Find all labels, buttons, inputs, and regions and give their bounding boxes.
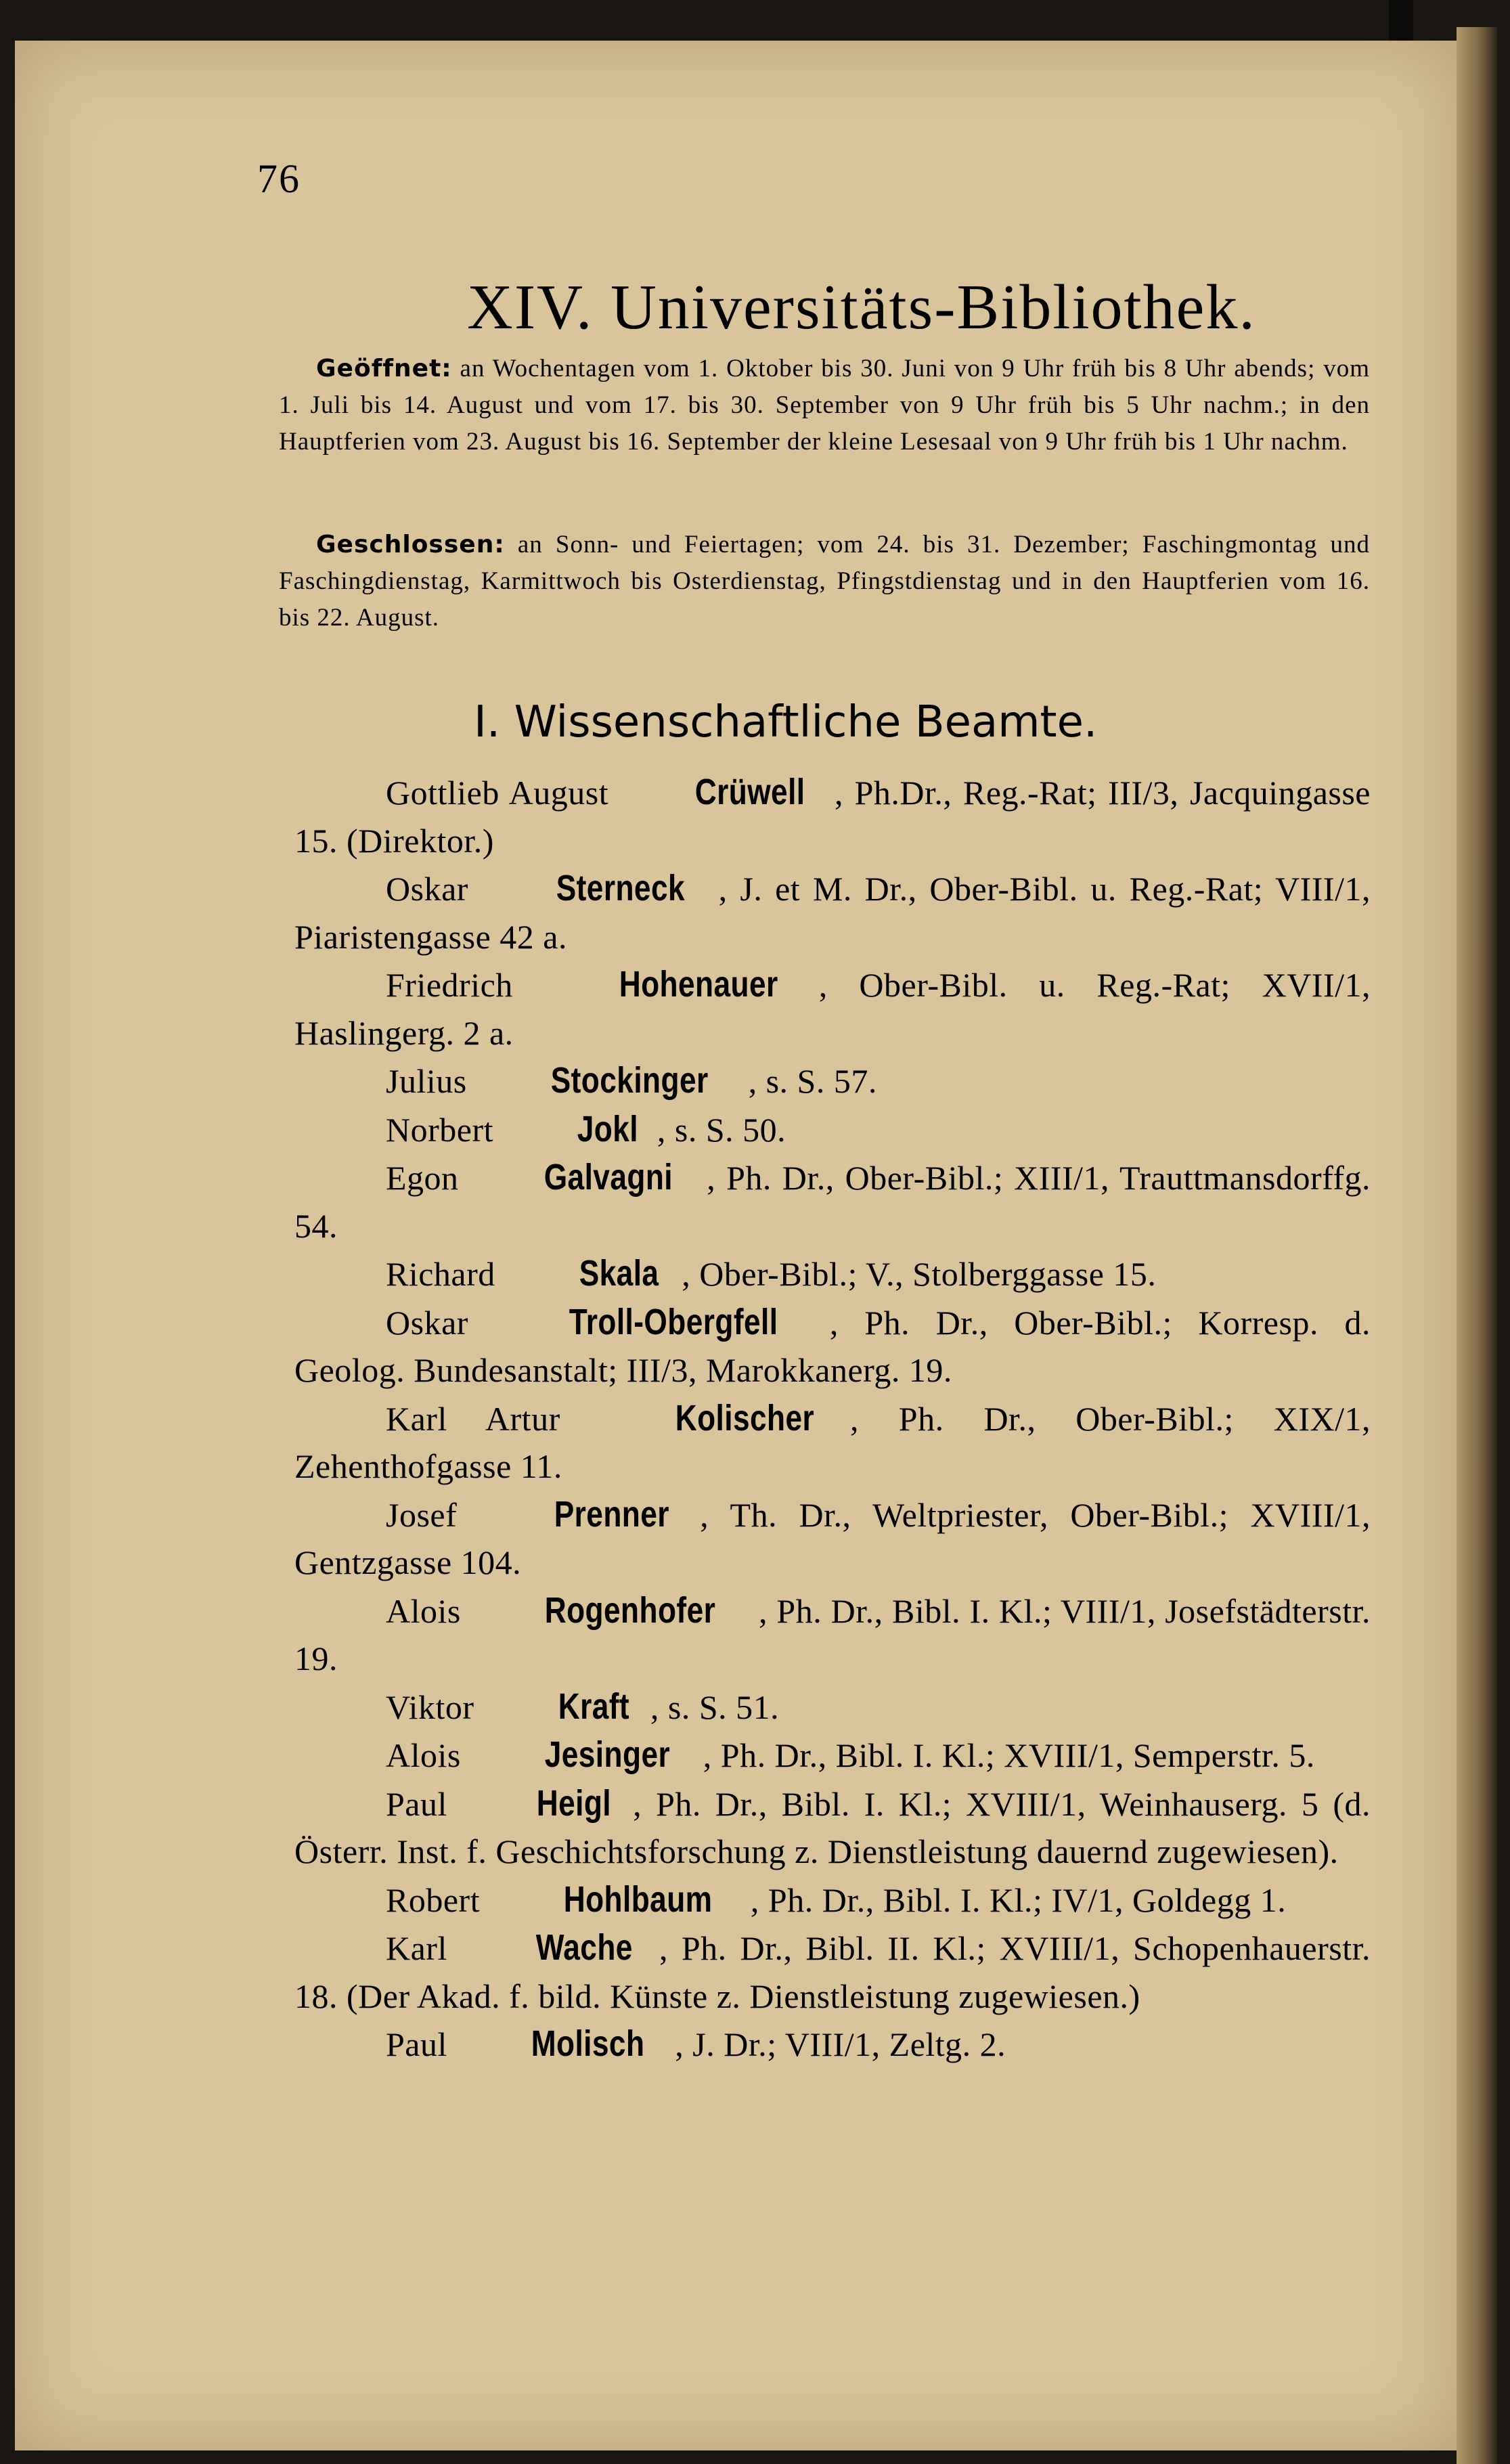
page-gutter-edge	[1457, 27, 1497, 2464]
staff-entry	[294, 961, 1371, 1057]
staff-first-name: Norbert	[386, 1110, 502, 1149]
closing-days	[279, 527, 1370, 636]
staff-entry	[294, 1587, 1371, 1683]
staff-details: , J. et M. Dr., Ober-Bibl. u. Reg.-Rat; VIII/1, Piaristengasse 42 a.	[294, 870, 1371, 956]
staff-entry	[294, 1731, 1371, 1780]
staff-first-name: Paul	[386, 2025, 456, 2063]
staff-entry	[294, 1491, 1371, 1587]
staff-details: , s. S. 57.	[748, 1062, 877, 1100]
staff-list	[294, 768, 1371, 2069]
staff-surname: Troll-Obergfell	[569, 1301, 778, 1342]
staff-details: , Ober-Bibl. u. Reg.-Rat; XVII/1, Haslingerg. 2 a.	[294, 966, 1371, 1052]
section-title: I. Wissenschaftliche Beamte.	[474, 697, 1098, 747]
staff-details: , J. Dr.; VIII/1, Zeltg. 2.	[675, 2025, 1006, 2063]
staff-surname: Rogenhofer	[544, 1589, 716, 1631]
staff-entry	[294, 2020, 1371, 2069]
staff-details: , Ph. Dr., Bibl. I. Kl.; VIII/1, Josefstädterstr. 19.	[294, 1591, 1371, 1677]
staff-details: , Ph. Dr., Ober-Bibl.; Korresp. d. Geolog. Bundesanstalt; III/3, Marokkanerg. 19.	[294, 1303, 1371, 1389]
closing-label: Geschlossen:	[316, 531, 505, 558]
staff-details: , s. S. 51.	[650, 1688, 780, 1726]
staff-details: , Ph. Dr., Bibl. II. Kl.; XVIII/1, Schopenhauerstr. 18. (Der Akad. f. bild. Künste z. Dienstleistung zugewiesen.)	[294, 1929, 1371, 2015]
staff-entry	[294, 768, 1371, 864]
staff-surname: Molisch	[531, 2023, 645, 2064]
staff-surname: Heigl	[536, 1782, 611, 1824]
closing-text: an Sonn- und Feiertagen; vom 24. bis 31. Dezember; Faschingmontag und Faschingdienstag, Karmittwoch bis Osterdienstag, Pfingstdienstag und in den Hauptferien vom 16. bis 22. August.	[279, 531, 1370, 632]
staff-surname: Jesinger	[544, 1734, 670, 1775]
page-number: 76	[257, 156, 301, 201]
staff-first-name: Gottlieb August	[386, 774, 620, 812]
staff-entry	[294, 1057, 1371, 1105]
staff-first-name: Alois	[386, 1736, 470, 1774]
staff-first-name: Egon	[386, 1159, 470, 1197]
staff-entry	[294, 1250, 1371, 1298]
staff-first-name: Friedrich	[386, 966, 545, 1004]
staff-first-name: Oskar	[386, 1303, 495, 1342]
staff-first-name: Alois	[386, 1591, 470, 1630]
staff-first-name: Karl	[386, 1929, 461, 1967]
staff-first-name: Richard	[386, 1255, 504, 1293]
staff-first-name: Josef	[386, 1495, 479, 1534]
staff-entry	[294, 1153, 1371, 1250]
staff-surname: Prenner	[554, 1493, 669, 1535]
staff-first-name: Julius	[386, 1062, 476, 1100]
staff-surname: Skala	[579, 1253, 659, 1294]
scan-top-border	[0, 0, 1510, 41]
opening-label: Geöffnet:	[316, 355, 452, 382]
staff-surname: Wache	[535, 1927, 633, 1968]
staff-details: , Ph.Dr., Reg.-Rat; III/3, Jacquingasse 15. (Direktor.)	[294, 774, 1371, 860]
staff-details: , s. S. 50.	[657, 1110, 786, 1149]
staff-entry	[294, 1876, 1371, 1924]
chapter-title: XIV. Universitäts-Bibliothek.	[467, 272, 1256, 343]
staff-first-name: Viktor	[386, 1688, 483, 1726]
staff-surname: Kraft	[558, 1686, 629, 1727]
staff-surname: Stockinger	[550, 1060, 709, 1101]
staff-entry	[294, 1683, 1371, 1732]
staff-entry	[294, 1780, 1371, 1876]
staff-entry	[294, 1394, 1371, 1491]
staff-entry	[294, 1105, 1371, 1154]
staff-surname: Jokl	[577, 1108, 638, 1149]
staff-surname: Kolischer	[675, 1397, 814, 1438]
staff-details: , Ph. Dr., Ober-Bibl.; XIII/1, Trauttmansdorffg. 54.	[294, 1159, 1371, 1245]
staff-first-name: Karl Artur	[386, 1399, 600, 1438]
staff-first-name: Robert	[386, 1880, 489, 1919]
staff-first-name: Paul	[386, 1784, 462, 1823]
staff-surname: Galvagni	[544, 1157, 673, 1197]
staff-details: , Th. Dr., Weltpriester, Ober-Bibl.; XVIII/1, Gentzgasse 104.	[294, 1495, 1371, 1581]
opening-text: an Wochentagen vom 1. Oktober bis 30. Juni von 9 Uhr früh bis 8 Uhr abends; vom 1. Juli bis 14. August und vom 17. bis 30. September von 9 Uhr früh bis 5 Uhr nachm.; in den Hauptferien vom 23. August bis 16. September der kleine Lesesaal von 9 Uhr früh bis 1 Uhr nachm.	[279, 355, 1370, 456]
staff-surname: Hohlbaum	[563, 1878, 713, 1920]
staff-details: , Ober-Bibl.; V., Stolberggasse 15.	[682, 1255, 1157, 1293]
staff-entry	[294, 864, 1371, 961]
staff-surname: Sterneck	[556, 868, 685, 908]
staff-details: , Ph. Dr., Bibl. I. Kl.; XVIII/1, Weinhauserg. 5 (d. Österr. Inst. f. Geschichtsforschung z. Dienstleistung dauernd zugewiesen).	[294, 1784, 1371, 1870]
staff-details: , Ph. Dr., Ober-Bibl.; XIX/1, Zehenthofgasse 11.	[294, 1399, 1371, 1485]
staff-details: , Ph. Dr., Bibl. I. Kl.; IV/1, Goldegg 1.	[750, 1880, 1287, 1919]
staff-first-name: Oskar	[386, 870, 481, 908]
staff-details: , Ph. Dr., Bibl. I. Kl.; XVIII/1, Semperstr. 5.	[703, 1736, 1315, 1774]
staff-surname: Crüwell	[694, 772, 805, 812]
opening-hours	[279, 351, 1370, 460]
staff-surname: Hohenauer	[619, 964, 779, 1005]
staff-entry	[294, 1298, 1371, 1394]
staff-entry	[294, 1924, 1371, 2020]
